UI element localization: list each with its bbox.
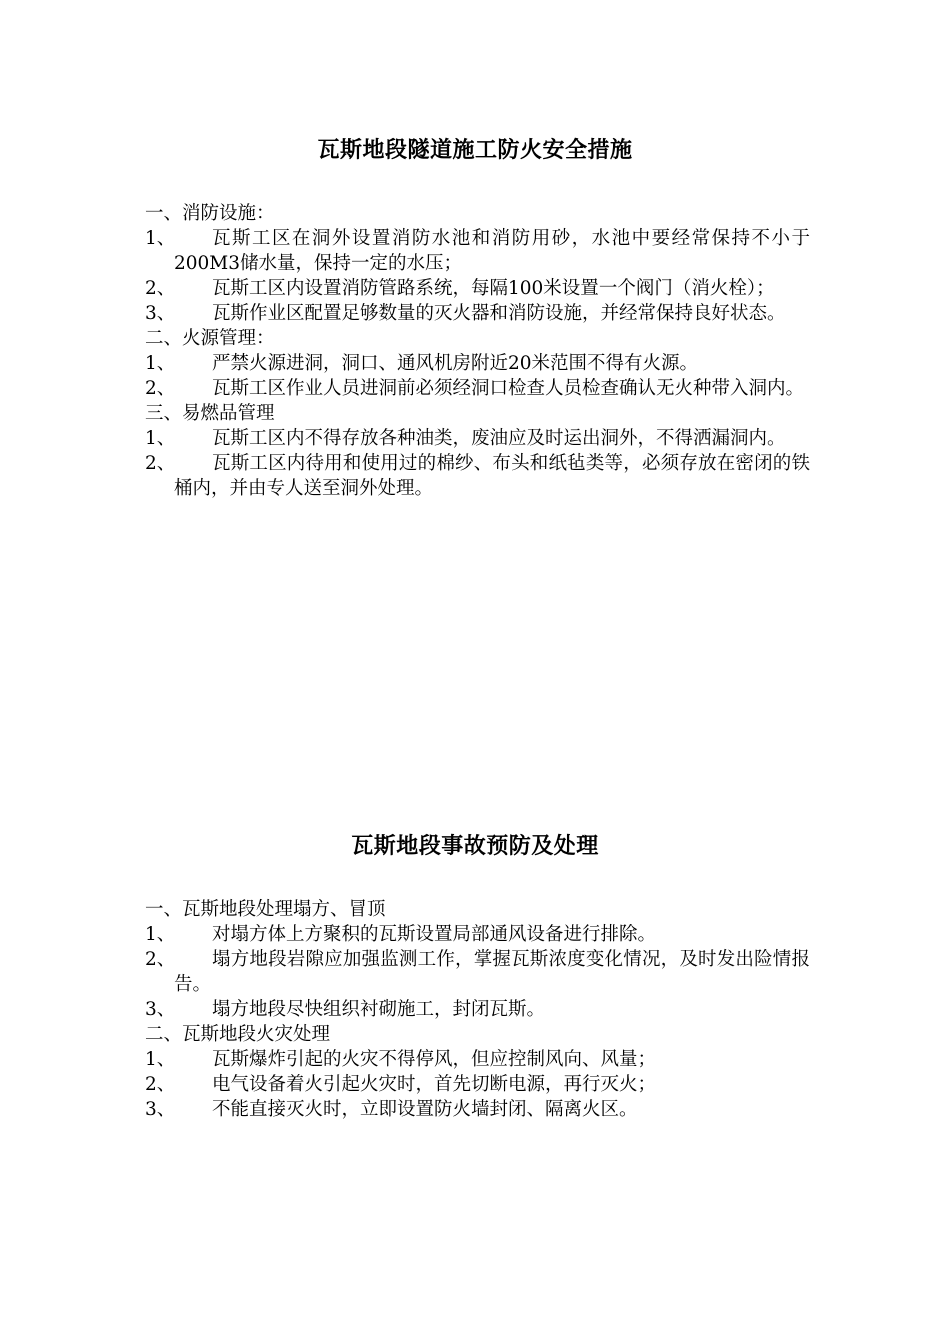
item-number: 2、 xyxy=(145,453,176,474)
list-item xyxy=(145,276,810,301)
list-item xyxy=(145,226,810,276)
section-heading-collapse-handling: 一、瓦斯地段处理塌方、冒顶 xyxy=(145,899,386,920)
item-text: 塌方地段岩隙应加强监测工作，掌握瓦斯浓度变化情况，及时发出险情报告。 xyxy=(174,949,810,995)
accident-prevention-content xyxy=(145,897,810,1122)
list-item xyxy=(145,301,810,326)
item-text: 瓦斯工区在洞外设置消防水池和消防用砂，水池中要经常保持不小于200M3储水量，保持一定的水压； xyxy=(174,228,810,274)
item-number: 2、 xyxy=(145,378,176,399)
item-number: 2、 xyxy=(145,1074,176,1095)
item-text: 瓦斯工区作业人员进洞前必须经洞口检查人员检查确认无火种带入洞内。 xyxy=(212,378,805,399)
item-number: 1、 xyxy=(145,428,176,449)
list-item xyxy=(145,997,810,1022)
item-text: 瓦斯作业区配置足够数量的灭火器和消防设施，并经常保持良好状态。 xyxy=(212,303,786,324)
item-number: 1、 xyxy=(145,1049,176,1070)
list-item xyxy=(145,1047,810,1072)
section-heading-ignition-control: 二、火源管理： xyxy=(145,328,275,349)
document-title-accident-prevention: 瓦斯地段事故预防及处理 xyxy=(351,833,599,859)
item-number: 3、 xyxy=(145,1099,176,1120)
document-title-fire-safety: 瓦斯地段隧道施工防火安全措施 xyxy=(317,137,633,163)
item-text: 对塌方体上方聚积的瓦斯设置局部通风设备进行排除。 xyxy=(212,924,657,945)
item-text: 瓦斯工区内设置消防管路系统，每隔100米设置一个阀门（消火栓）； xyxy=(212,278,775,299)
item-text: 瓦斯工区内待用和使用过的棉纱、布头和纸毡类等，必须存放在密闭的铁桶内，并由专人送至洞外处理。 xyxy=(174,453,810,499)
item-text: 不能直接灭火时，立即设置防火墙封闭、隔离火区。 xyxy=(212,1099,638,1120)
item-text: 电气设备着火引起火灾时，首先切断电源，再行灭火； xyxy=(212,1074,657,1095)
list-item xyxy=(145,1072,810,1097)
item-number: 2、 xyxy=(145,949,176,970)
item-number: 1、 xyxy=(145,353,176,374)
list-item xyxy=(145,426,810,451)
item-text: 瓦斯工区内不得存放各种油类，废油应及时运出洞外，不得洒漏洞内。 xyxy=(212,428,786,449)
item-number: 3、 xyxy=(145,999,176,1020)
list-item xyxy=(145,376,810,401)
fire-safety-content xyxy=(145,201,810,501)
item-number: 3、 xyxy=(145,303,176,324)
list-item xyxy=(145,947,810,997)
item-text: 塌方地段尽快组织衬砌施工，封闭瓦斯。 xyxy=(212,999,546,1020)
list-item xyxy=(145,922,810,947)
item-number: 1、 xyxy=(145,924,176,945)
item-text: 严禁火源进洞，洞口、通风机房附近20米范围不得有火源。 xyxy=(212,353,699,374)
list-item xyxy=(145,1097,810,1122)
item-text: 瓦斯爆炸引起的火灾不得停风，但应控制风向、风量； xyxy=(212,1049,657,1070)
section-heading-flammables: 三、易燃品管理 xyxy=(145,403,275,424)
list-item xyxy=(145,351,810,376)
list-item xyxy=(145,451,810,501)
section-heading-fire-facilities: 一、消防设施： xyxy=(145,203,275,224)
section-heading-fire-handling: 二、瓦斯地段火灾处理 xyxy=(145,1024,331,1045)
item-number: 2、 xyxy=(145,278,176,299)
item-number: 1、 xyxy=(145,228,176,249)
